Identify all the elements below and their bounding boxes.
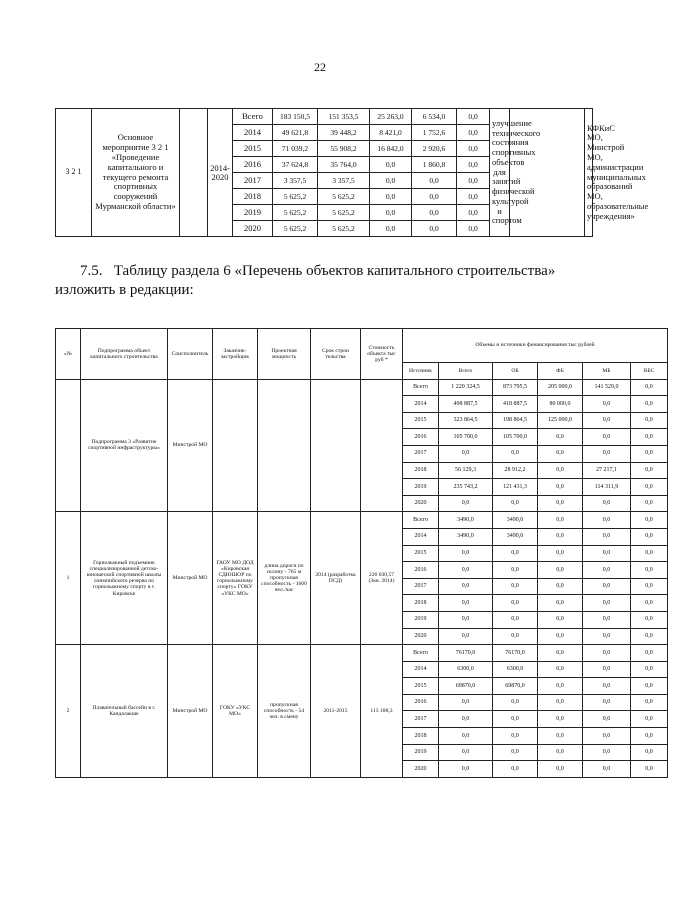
value-cell: 3 357,5 — [273, 173, 318, 189]
value-cell: 0,0 — [583, 429, 631, 446]
col-header-mb: МБ — [583, 363, 631, 380]
object-number: 1 — [56, 512, 81, 645]
event-code: 3 2 1 — [56, 109, 92, 237]
object-capacity: длина дороги по склону - 765 м пропускная способность - 1600 чел./час — [258, 512, 311, 645]
year-cell: 2014 — [403, 661, 439, 678]
value-cell: 1 860,8 — [412, 157, 457, 173]
value-cell: 0,0 — [412, 221, 457, 237]
value-cell: 1 220 324,5 — [439, 379, 493, 396]
object-number — [56, 379, 81, 512]
value-cell: 5 625,2 — [318, 221, 370, 237]
value-cell: 0,0 — [538, 495, 583, 512]
value-cell: 0,0 — [439, 628, 493, 645]
object-executor: Минстрой МО — [168, 379, 213, 512]
value-cell: 25 263,0 — [370, 109, 412, 125]
value-cell: 80 000,0 — [538, 396, 583, 413]
value-cell: 0,0 — [457, 189, 490, 205]
value-cell: 0,0 — [538, 462, 583, 479]
value-cell: 0,0 — [583, 645, 631, 662]
value-cell: 121 431,3 — [493, 479, 538, 496]
year-cell: 2020 — [403, 761, 439, 778]
value-cell: 0,0 — [583, 661, 631, 678]
page-number: 22 — [314, 60, 326, 74]
year-cell: 2017 — [403, 578, 439, 595]
value-cell: 0,0 — [370, 221, 412, 237]
year-cell: 2015 — [403, 412, 439, 429]
value-cell: 0,0 — [493, 495, 538, 512]
value-cell: 0,0 — [412, 205, 457, 221]
value-cell: 0,0 — [583, 445, 631, 462]
object-cost: 113 188,3 — [361, 645, 403, 778]
year-cell: 2016 — [403, 694, 439, 711]
object-cost — [361, 379, 403, 512]
object-customer — [213, 379, 258, 512]
value-cell: 6300,0 — [439, 661, 493, 678]
value-cell: 0,0 — [439, 728, 493, 745]
value-cell: 0,0 — [538, 578, 583, 595]
col-header-funding: Объемы и источники финансирования тыс рублей — [403, 329, 668, 363]
value-cell: 418 887,5 — [493, 396, 538, 413]
value-cell: 0,0 — [439, 445, 493, 462]
value-cell: 0,0 — [631, 512, 668, 529]
value-cell: 69870,0 — [439, 678, 493, 695]
value-cell: 0,0 — [493, 595, 538, 612]
table-row — [56, 512, 668, 529]
value-cell: 0,0 — [439, 761, 493, 778]
event-funding-table — [55, 108, 681, 237]
value-cell: 0,0 — [631, 728, 668, 745]
value-cell: 0,0 — [583, 744, 631, 761]
value-cell: 0,0 — [412, 173, 457, 189]
col-header-no: «№ — [56, 329, 81, 380]
col-header-capacity: Проектная мощность — [258, 329, 311, 380]
col-header-subprogram: Подпрограмма объект капитального строительства — [81, 329, 168, 380]
value-cell: 5 625,2 — [318, 189, 370, 205]
value-cell: 873 795,5 — [493, 379, 538, 396]
col-header-cost: Стоимость объекта тыс руб * — [361, 329, 403, 380]
year-cell: Всего — [403, 379, 439, 396]
value-cell: 16 842,0 — [370, 141, 412, 157]
value-cell: 0,0 — [538, 628, 583, 645]
table-header-row — [56, 329, 668, 363]
value-cell: 27 217,1 — [583, 462, 631, 479]
object-number: 2 — [56, 645, 81, 778]
event-description: Основное мероприятие 3 2 1 «Проведение капитального и текущего ремонта спортивных сооружений Мурманской области» — [92, 109, 180, 237]
value-cell: 0,0 — [538, 694, 583, 711]
value-cell: 76170,0 — [439, 645, 493, 662]
value-cell: 0,0 — [538, 611, 583, 628]
value-cell: 0,0 — [538, 645, 583, 662]
value-cell: 3490,0 — [439, 528, 493, 545]
object-term: 2011-2015 — [311, 645, 361, 778]
value-cell: 0,0 — [631, 479, 668, 496]
value-cell: 0,0 — [631, 562, 668, 579]
object-name: Горнолыжный подъемник специализированной детско-юношеской спортивной школы олимпийского резерва по горнолыжному спорту в г. Кировске — [81, 512, 168, 645]
value-cell: 0,0 — [370, 205, 412, 221]
value-cell: 0,0 — [439, 578, 493, 595]
value-cell: 0,0 — [631, 445, 668, 462]
value-cell: 5 625,2 — [318, 205, 370, 221]
value-cell: 0,0 — [631, 761, 668, 778]
object-cost: 226 030,57 (3кв. 2014) — [361, 512, 403, 645]
value-cell: 0,0 — [631, 611, 668, 628]
object-capacity: пропускная способность - 54 чел. в смену — [258, 645, 311, 778]
value-cell: 0,0 — [583, 728, 631, 745]
value-cell: 0,0 — [538, 744, 583, 761]
table-row — [56, 379, 668, 396]
object-capacity — [258, 379, 311, 512]
value-cell: 0,0 — [538, 595, 583, 612]
value-cell: 151 353,5 — [318, 109, 370, 125]
value-cell: 2 920,6 — [412, 141, 457, 157]
value-cell: 105 700,0 — [493, 429, 538, 446]
value-cell: 0,0 — [583, 528, 631, 545]
value-cell: 198 864,5 — [493, 412, 538, 429]
value-cell: 0,0 — [493, 694, 538, 711]
value-cell: 0,0 — [631, 412, 668, 429]
value-cell: 0,0 — [457, 141, 490, 157]
value-cell: 0,0 — [493, 628, 538, 645]
value-cell: 0,0 — [631, 578, 668, 595]
year-cell: 2014 — [403, 396, 439, 413]
table-row — [56, 645, 668, 662]
value-cell: 205 000,0 — [538, 379, 583, 396]
value-cell: 0,0 — [631, 678, 668, 695]
value-cell: 28 912,2 — [493, 462, 538, 479]
value-cell: 105 700,0 — [439, 429, 493, 446]
value-cell: 498 887,5 — [439, 396, 493, 413]
value-cell: 76170,0 — [493, 645, 538, 662]
value-cell: 0,0 — [538, 562, 583, 579]
value-cell: 0,0 — [583, 711, 631, 728]
value-cell: 0,0 — [439, 545, 493, 562]
object-term: 2014 (разработка ПСД) — [311, 512, 361, 645]
value-cell: 0,0 — [457, 157, 490, 173]
value-cell: 71 039,2 — [273, 141, 318, 157]
value-cell: 0,0 — [583, 611, 631, 628]
value-cell: 0,0 — [538, 761, 583, 778]
event-funding-table-body — [56, 109, 681, 237]
heading-text: Таблицу раздела 6 «Перечень объектов капитального строительства» изложить в редакции: — [55, 263, 556, 298]
value-cell: 69870,0 — [493, 678, 538, 695]
year-cell: Всего — [233, 109, 273, 125]
value-cell: 0,0 — [538, 711, 583, 728]
value-cell: 0,0 — [439, 595, 493, 612]
object-name: Подпрограмма 3 «Развитие спортивной инфраструктуры» — [81, 379, 168, 512]
col-header-source: Источник — [403, 363, 439, 380]
year-cell: Всего — [403, 512, 439, 529]
value-cell: 0,0 — [631, 711, 668, 728]
year-cell: Всего — [403, 645, 439, 662]
col-header-fb: ФБ — [538, 363, 583, 380]
object-customer: ГАОУ МО ДОД «Кировская СДЮШОР по горнолыжному спорту» ГОКУ «УКС МО» — [213, 512, 258, 645]
value-cell: 35 764,0 — [318, 157, 370, 173]
value-cell: 0,0 — [631, 396, 668, 413]
value-cell: 0,0 — [631, 645, 668, 662]
value-cell: 0,0 — [493, 728, 538, 745]
value-cell: 0,0 — [583, 396, 631, 413]
value-cell: 0,0 — [631, 744, 668, 761]
value-cell: 0,0 — [583, 545, 631, 562]
year-cell: 2019 — [403, 479, 439, 496]
year-cell: 2018 — [403, 462, 439, 479]
value-cell: 39 448,2 — [318, 125, 370, 141]
year-cell: 2018 — [403, 728, 439, 745]
value-cell: 5 625,2 — [273, 221, 318, 237]
event-executors: КФКиС МО, Минстрой МО, администрации муниципальных образований МО, образовательные учреждения» — [585, 109, 593, 237]
value-cell: 183 150,5 — [273, 109, 318, 125]
table-row — [56, 109, 681, 125]
value-cell: 55 908,2 — [318, 141, 370, 157]
object-customer: ГОКУ «УКС МО» — [213, 645, 258, 778]
year-cell: 2015 — [403, 545, 439, 562]
capital-construction-table-body — [56, 329, 668, 778]
value-cell: 323 864,5 — [439, 412, 493, 429]
value-cell: 0,0 — [412, 189, 457, 205]
value-cell: 0,0 — [370, 157, 412, 173]
year-cell: 2018 — [403, 595, 439, 612]
value-cell: 0,0 — [439, 744, 493, 761]
value-cell: 0,0 — [538, 512, 583, 529]
value-cell: 0,0 — [493, 711, 538, 728]
value-cell: 0,0 — [538, 479, 583, 496]
year-cell: 2016 — [403, 562, 439, 579]
value-cell: 0,0 — [631, 379, 668, 396]
value-cell: 0,0 — [538, 528, 583, 545]
value-cell: 0,0 — [370, 189, 412, 205]
object-name: Плавательный бассейн в г. Кандалакше — [81, 645, 168, 778]
value-cell: 3490,0 — [493, 528, 538, 545]
col-header-ob: ОБ — [493, 363, 538, 380]
value-cell: 0,0 — [457, 205, 490, 221]
value-cell: 0,0 — [493, 761, 538, 778]
value-cell: 5 625,2 — [273, 205, 318, 221]
value-cell: 6300,0 — [493, 661, 538, 678]
value-cell: 0,0 — [631, 694, 668, 711]
event-goal: улучшение технического состояния спортивных объектов для занятий физической культурой и спортом — [490, 109, 510, 237]
value-cell: 0,0 — [583, 495, 631, 512]
value-cell: 0,0 — [631, 595, 668, 612]
value-cell: 235 743,2 — [439, 479, 493, 496]
value-cell: 6 534,0 — [412, 109, 457, 125]
value-cell: 49 621,8 — [273, 125, 318, 141]
value-cell: 0,0 — [457, 109, 490, 125]
value-cell: 0,0 — [583, 761, 631, 778]
value-cell: 37 624,8 — [273, 157, 318, 173]
heading-number: 7.5. — [80, 263, 103, 279]
object-executor: Минстрой МО — [168, 645, 213, 778]
value-cell: 0,0 — [538, 429, 583, 446]
value-cell: 0,0 — [493, 744, 538, 761]
object-term — [311, 379, 361, 512]
object-executor: Минстрой МО — [168, 512, 213, 645]
value-cell: 5 625,2 — [273, 189, 318, 205]
value-cell: 0,0 — [583, 694, 631, 711]
value-cell: 0,0 — [457, 221, 490, 237]
value-cell: 0,0 — [583, 578, 631, 595]
year-cell: 2016 — [233, 157, 273, 173]
value-cell: 0,0 — [631, 495, 668, 512]
value-cell: 8 421,0 — [370, 125, 412, 141]
value-cell: 0,0 — [538, 545, 583, 562]
value-cell: 0,0 — [439, 711, 493, 728]
year-cell: 2015 — [403, 678, 439, 695]
value-cell: 0,0 — [583, 412, 631, 429]
year-cell: 2017 — [403, 445, 439, 462]
value-cell: 0,0 — [538, 728, 583, 745]
year-cell: 2019 — [403, 611, 439, 628]
value-cell: 0,0 — [631, 528, 668, 545]
year-cell: 2020 — [403, 495, 439, 512]
value-cell: 0,0 — [583, 512, 631, 529]
year-cell: 2019 — [403, 744, 439, 761]
value-cell: 0,0 — [493, 545, 538, 562]
capital-construction-table — [55, 328, 668, 778]
value-cell: 0,0 — [439, 694, 493, 711]
value-cell: 0,0 — [538, 678, 583, 695]
value-cell: 0,0 — [439, 495, 493, 512]
col-header-vbs: ВБС — [631, 363, 668, 380]
value-cell: 0,0 — [631, 429, 668, 446]
value-cell: 0,0 — [538, 661, 583, 678]
year-cell: 2017 — [403, 711, 439, 728]
value-cell: 0,0 — [493, 611, 538, 628]
value-cell: 56 129,3 — [439, 462, 493, 479]
value-cell: 0,0 — [493, 562, 538, 579]
section-heading — [55, 262, 615, 300]
value-cell: 0,0 — [457, 173, 490, 189]
year-cell: 2019 — [233, 205, 273, 221]
value-cell: 1 752,6 — [412, 125, 457, 141]
value-cell: 0,0 — [583, 562, 631, 579]
value-cell: 0,0 — [493, 445, 538, 462]
col-header-customer: Заказчик-застройщик — [213, 329, 258, 380]
value-cell: 3 357,5 — [318, 173, 370, 189]
value-cell: 0,0 — [631, 661, 668, 678]
year-cell: 2015 — [233, 141, 273, 157]
value-cell: 0,0 — [583, 628, 631, 645]
value-cell: 0,0 — [538, 445, 583, 462]
event-period: 2014-2020 — [208, 109, 233, 237]
value-cell: 0,0 — [370, 173, 412, 189]
year-cell: 2020 — [233, 221, 273, 237]
year-cell: 2020 — [403, 628, 439, 645]
year-cell: 2014 — [233, 125, 273, 141]
year-cell: 2017 — [233, 173, 273, 189]
col-header-total: Всего — [439, 363, 493, 380]
year-cell: 2016 — [403, 429, 439, 446]
value-cell: 0,0 — [631, 628, 668, 645]
value-cell: 0,0 — [439, 562, 493, 579]
value-cell: 114 311,9 — [583, 479, 631, 496]
value-cell: 141 529,0 — [583, 379, 631, 396]
year-cell: 2018 — [233, 189, 273, 205]
value-cell: 0,0 — [439, 611, 493, 628]
value-cell: 0,0 — [631, 462, 668, 479]
value-cell: 0,0 — [631, 545, 668, 562]
value-cell: 0,0 — [583, 595, 631, 612]
event-blank-cell — [180, 109, 208, 237]
value-cell: 125 000,0 — [538, 412, 583, 429]
value-cell: 3490,0 — [439, 512, 493, 529]
value-cell: 0,0 — [493, 578, 538, 595]
value-cell: 0,0 — [583, 678, 631, 695]
col-header-term: Срок строи тельства — [311, 329, 361, 380]
value-cell: 0,0 — [457, 125, 490, 141]
value-cell: 3490,0 — [493, 512, 538, 529]
col-header-executor: Соисполнитель — [168, 329, 213, 380]
year-cell: 2014 — [403, 528, 439, 545]
